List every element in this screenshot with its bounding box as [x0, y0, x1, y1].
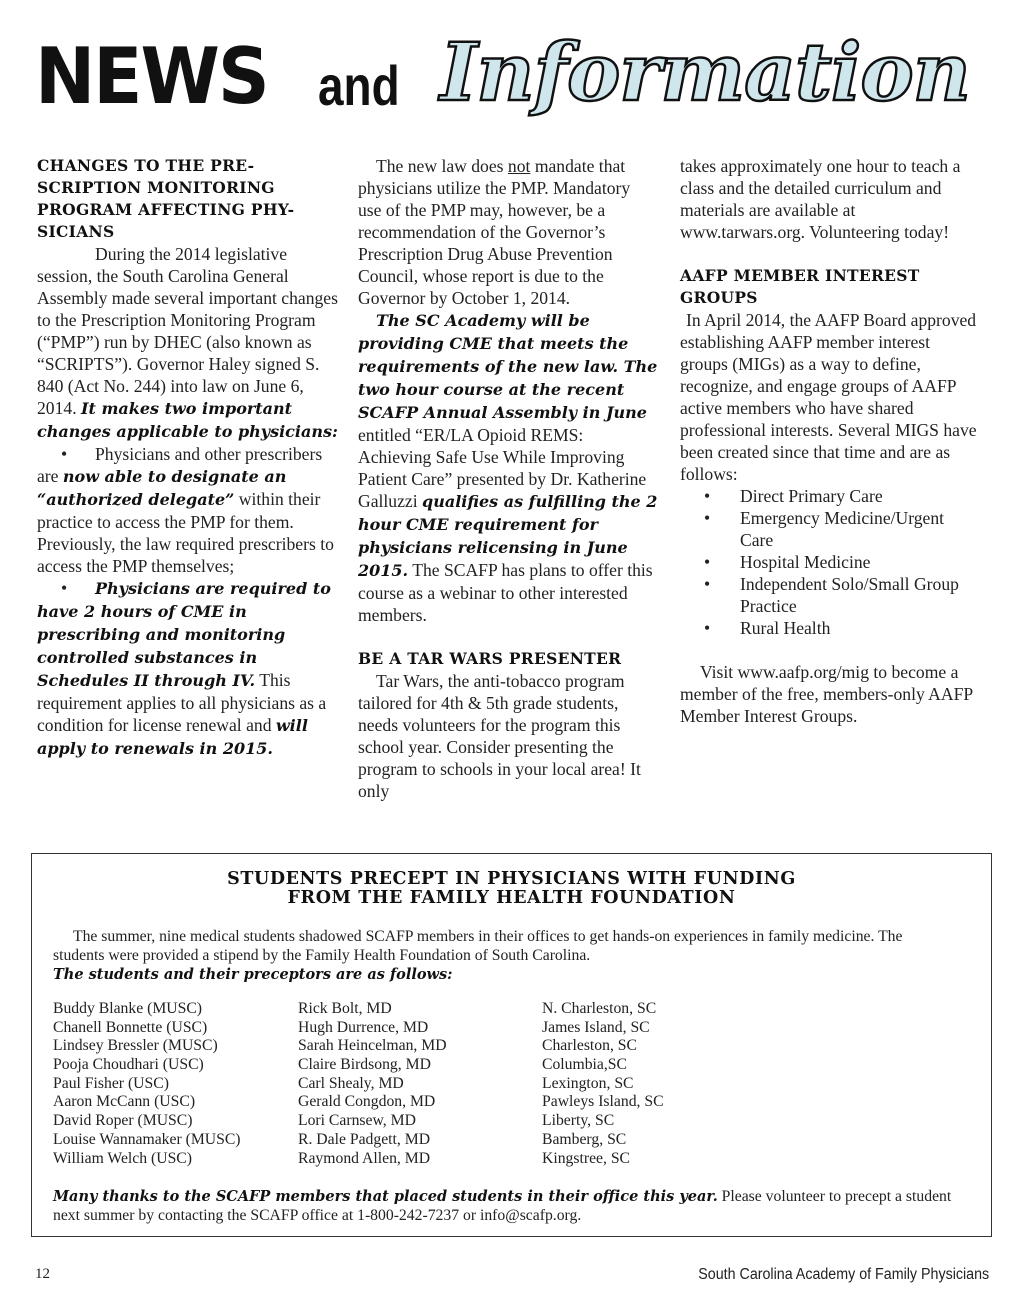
list-item: Carl Shealy, MD [298, 1074, 404, 1092]
list-item: Claire Birdsong, MD [298, 1056, 431, 1074]
list-item: • Emergency Medicine/Urgent Care [680, 507, 980, 551]
students-list [53, 1000, 241, 1168]
list-item: Liberty, SC [542, 1112, 615, 1130]
footer-org-name: South Carolina Academy of Family Physicians [698, 1266, 989, 1283]
list-item: • Rural Health [680, 617, 980, 639]
paragraph: In April 2014, the AAFP Board approved establishing AAFP member interest groups (MIGs) as a way to define, recognize, and engage groups of AAFP active members who have shared professional interests. Several MIGS have been created since that time and are as follows: [680, 310, 977, 484]
box-title: STUDENTS PRECEPT IN PHYSICIANS WITH FUNDING FROM THE FAMILY HEALTH FOUNDATION [227, 869, 796, 908]
list-item: Raymond Allen, MD [298, 1149, 431, 1167]
list-item: Pooja Choudhari (USC) [53, 1056, 204, 1074]
preceptors-list [298, 1000, 447, 1168]
title-news: NEWS [35, 30, 268, 122]
list-item: David Roper (MUSC) [53, 1112, 193, 1130]
title-information: Information [440, 25, 970, 119]
heading-tar-wars: BE A TAR WARS PRESENTER [358, 649, 622, 668]
list-item: Hugh Durrence, MD [298, 1018, 429, 1036]
list-item: Paul Fisher (USC) [53, 1074, 169, 1092]
list-item: Pawleys Island, SC [542, 1093, 664, 1111]
paragraph: Visit www.aafp.org/mig to become a member of the free, members-only AAFP Member Interest Groups. [680, 662, 973, 726]
list-item: James Island, SC [542, 1018, 650, 1036]
list-item: Lindsey Bressler (MUSC) [53, 1037, 218, 1055]
list-item: Lori Carnsew, MD [298, 1112, 416, 1130]
locations-list [542, 1000, 664, 1168]
column-1 [37, 155, 340, 760]
paragraph: takes approximately one hour to teach a class and the detailed curriculum and materials are available at www.tarwars.org. Volunteering today! [680, 156, 961, 242]
heading-pmp-changes: CHANGES TO THE PRE-SCRIPTION MONITORING PROGRAM AFFECTING PHY-SICIANS [37, 156, 295, 241]
list-item: Kingstree, SC [542, 1149, 631, 1167]
list-item: Gerald Congdon, MD [298, 1093, 436, 1111]
list-item: • Independent Solo/Small Group Practice [680, 573, 980, 617]
list-item: • Hospital Medicine [680, 551, 980, 573]
member-groups-list [680, 485, 980, 639]
list-item: Chanell Bonnette (USC) [53, 1018, 208, 1036]
paragraph: The SC Academy will be providing CME that meets the requirements of the new law. The two hour course at the recent SCAFP Annual Assembly in June entitled “ER/LA Opioid REMS: Achieving Safe Use While Improving Patient Care” presented by Dr. Katherine Galluzzi qualifies as fulfilling the 2 hour CME requirement for physicians relicensing in June 2015. The SCAFP has plans to offer this course as a webinar to other interested members. [358, 311, 658, 625]
paragraph: Tar Wars, the anti-tobacco program tailored for 4th & 5th grade students, needs volunteers for the program this school year. Consider presenting the program to schools in your local area! It only [358, 671, 641, 801]
bullet-item: • Physicians and other prescribers are now able to designate an “authorized delegate” within their practice to access the PMP for them. Previously, the law required prescribers to access the PMP themselves; [37, 444, 334, 576]
list-item: Aaron McCann (USC) [53, 1093, 196, 1111]
list-item: Rick Bolt, MD [298, 1000, 392, 1017]
column-3 [680, 155, 980, 727]
list-item: William Welch (USC) [53, 1149, 192, 1167]
list-item: N. Charleston, SC [542, 1000, 657, 1017]
list-item: Buddy Blanke (MUSC) [53, 1000, 203, 1017]
bullet-item: • Physicians are required to have 2 hours of CME in prescribing and monitoring controlled substances in Schedules II through IV. This requirement applies to all physicians as a condition for license renewal and will apply to renewals in 2015. [37, 578, 331, 758]
paragraph: The new law does not mandate that physicians utilize the PMP. Mandatory use of the PMP may, however, be a recommendation of the Governor’s Prescription Drug Abuse Prevention Council, whose report is due to the Governor by October 1, 2014. [358, 156, 631, 308]
list-item: Louise Wannamaker (MUSC) [53, 1130, 241, 1148]
list-item: Sarah Heincelman, MD [298, 1037, 447, 1055]
list-item: • Direct Primary Care [680, 485, 980, 507]
list-item: Lexington, SC [542, 1074, 634, 1092]
list-item: R. Dale Padgett, MD [298, 1130, 431, 1148]
title-and: and [318, 54, 400, 117]
list-item: Charleston, SC [542, 1037, 637, 1055]
emphasis: It makes two important changes applicable to physicians: [37, 399, 338, 441]
page-number: 12 [35, 1266, 50, 1282]
list-item: Bamberg, SC [542, 1130, 627, 1148]
heading-member-groups: AAFP MEMBER INTEREST GROUPS [680, 266, 920, 307]
paragraph: During the 2014 legislative session, the South Carolina General Assembly made several important changes to the Prescription Monitoring Program (“PMP”) run by DHEC (also known as “SCRIPTS”). Governor Haley signed S. 840 (Act No. 244) into law on June 6, 2014. It makes two important changes applicable to physicians: [37, 244, 338, 441]
box-thanks: Many thanks to the SCAFP members that placed students in their office this year. Please volunteer to precept a student next summer by contacting the SCAFP office at 1-800-242-7237 or info@scafp.org. [53, 1188, 952, 1224]
column-2 [358, 155, 658, 802]
box-intro: The summer, nine medical students shadowed SCAFP members in their offices to get hands-on experiences in family medicine. The students were provided a stipend by the Family Health Foundation of South Carolina. The students and their preceptors are as follows: [53, 928, 903, 983]
list-item: Columbia,SC [542, 1056, 627, 1074]
